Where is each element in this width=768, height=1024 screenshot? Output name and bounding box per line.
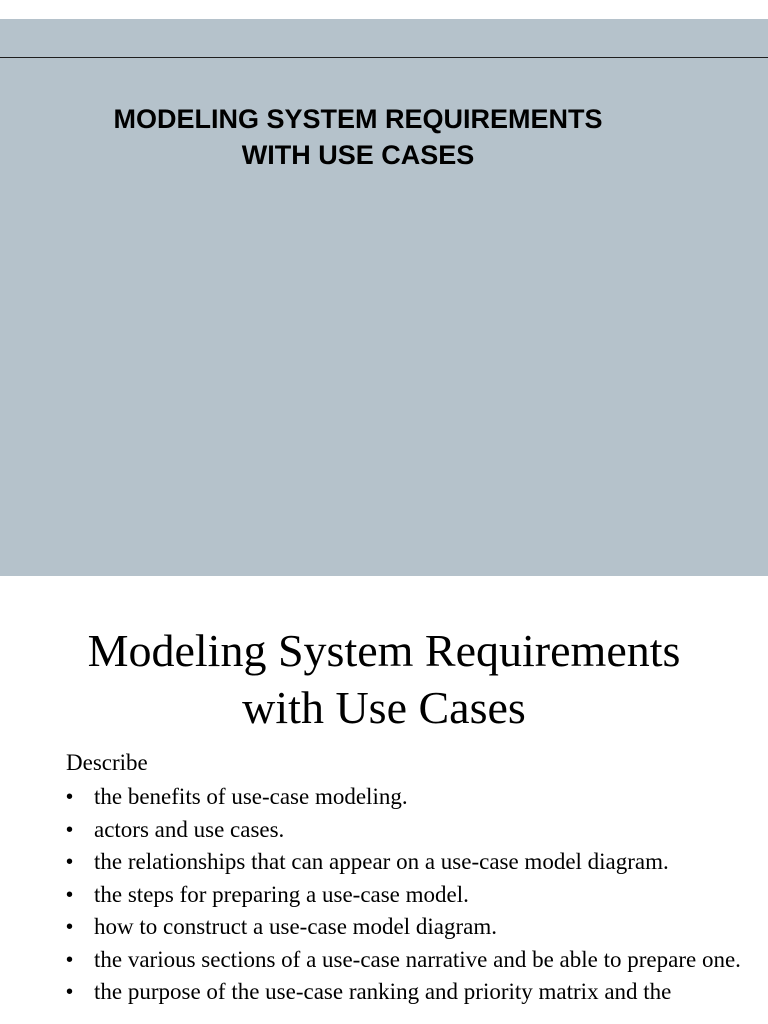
bullet-icon: •: [66, 851, 74, 873]
list-item-text: the relationships that can appear on a use-case model diagram.: [94, 849, 669, 874]
list-item-text: the purpose of the use-case ranking and priority matrix and the: [94, 979, 672, 1004]
bullet-icon: •: [66, 818, 74, 841]
list-item: [66, 816, 756, 844]
list-item: [66, 881, 756, 909]
bullet-icon: •: [66, 883, 74, 906]
list-item: [66, 978, 756, 1006]
content-slide-heading: [0, 622, 768, 736]
list-item-text: how to construct a use-case model diagram.: [94, 914, 498, 939]
bullet-icon: •: [66, 916, 74, 938]
bullet-icon: •: [66, 948, 74, 971]
bullet-icon: •: [66, 981, 74, 1003]
title-slide-heading: [0, 101, 716, 173]
list-item: [66, 946, 756, 974]
list-item-text: the various sections of a use-case narrative and be able to prepare one.: [94, 946, 741, 972]
title-slide: [0, 19, 768, 576]
objectives-list: [66, 783, 756, 1011]
list-item-text: actors and use cases.: [94, 816, 285, 842]
list-item: [66, 783, 756, 811]
title-slide-heading-line1: MODELING SYSTEM REQUIREMENTS: [113, 104, 603, 134]
list-item-text: the benefits of use-case modeling.: [94, 784, 408, 809]
bullet-icon: •: [66, 786, 74, 808]
content-slide-heading-line1: Modeling System Requirements: [87, 625, 681, 676]
list-item: [66, 913, 756, 941]
content-slide-heading-line2: with Use Cases: [242, 682, 526, 733]
list-item: [66, 848, 756, 876]
title-slide-heading-line2: WITH USE CASES: [241, 140, 475, 170]
intro-text: Describe: [66, 750, 148, 775]
list-item-text: the steps for preparing a use-case model.: [94, 881, 469, 907]
title-slide-divider: [0, 57, 768, 58]
